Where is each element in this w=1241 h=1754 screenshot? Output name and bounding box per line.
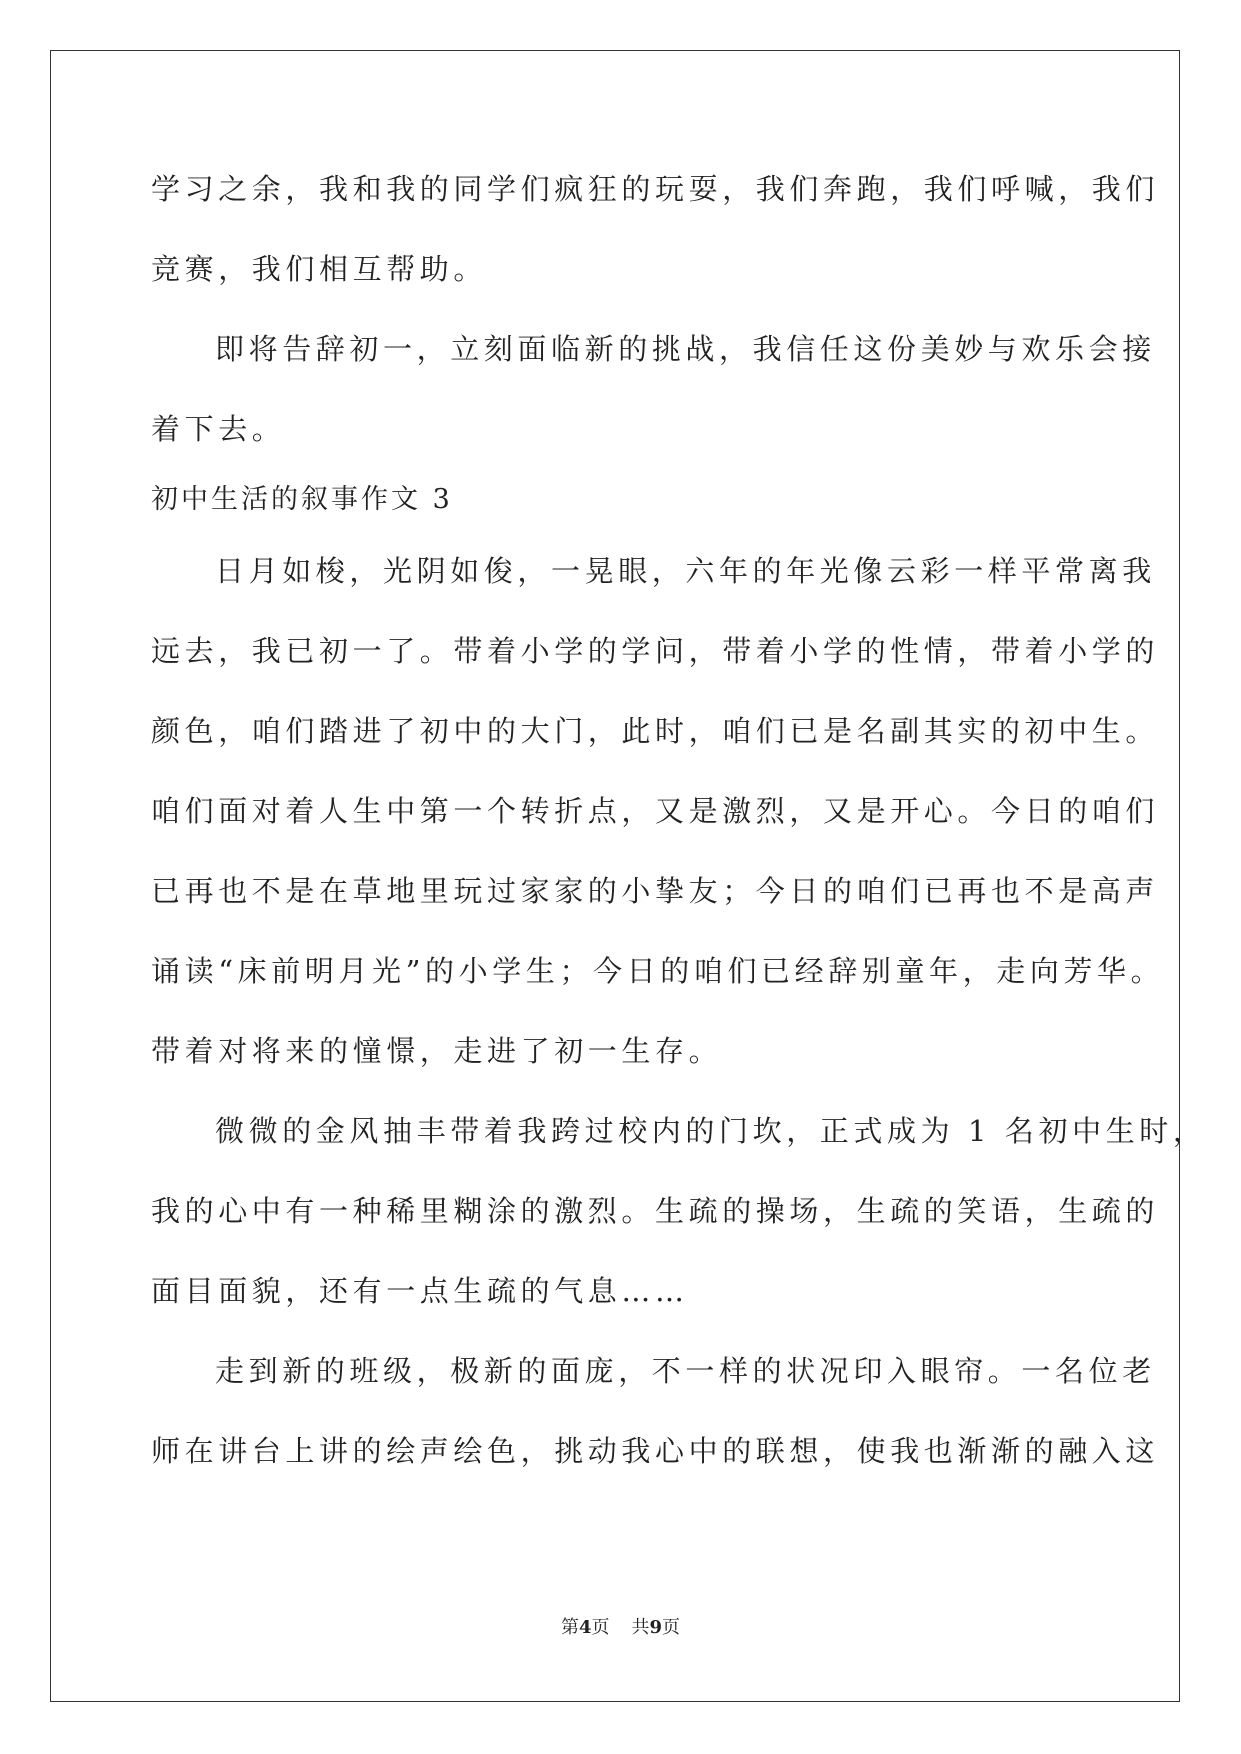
page-number: 4 [578, 1617, 592, 1638]
paragraph-line: 学习之余，我和我的同学们疯狂的玩耍，我们奔跑，我们呼喊，我们 [151, 172, 1160, 206]
paragraph-line: 微微的金风抽丰带着我跨过校内的门坎，正式成为 1 名初中生时， [215, 1114, 1207, 1148]
paragraph-line: 咱们面对着人生中第一个转折点，又是激烈，又是开心。今日的咱们 [151, 794, 1160, 828]
page-suffix: 页 [591, 1617, 610, 1638]
document-body [151, 160, 1207, 1502]
paragraph-line: 面目面貌，还有一点生疏的气息…… [151, 1274, 689, 1308]
paragraph-line: 带着对将来的憧憬，走进了初一生存。 [151, 1034, 723, 1068]
total-suffix: 页 [662, 1617, 681, 1638]
section-heading: 初中生活的叙事作文 3 [151, 484, 453, 515]
paragraph-line: 竞赛，我们相互帮助。 [151, 252, 488, 286]
total-pages: 9 [649, 1617, 663, 1638]
page-footer [0, 1613, 1241, 1639]
paragraph-line: 日月如梭，光阴如俊，一晃眼，六年的年光像云彩一样平常离我 [215, 554, 1156, 588]
paragraph-line: 诵读“床前明月光”的小学生；今日的咱们已经辞别童年，走向芳华。 [151, 954, 1165, 988]
paragraph-line: 走到新的班级，极新的面庞，不一样的状况印入眼帘。一名位老 [215, 1354, 1156, 1388]
paragraph-line: 师在讲台上讲的绘声绘色，挑动我心中的联想，使我也渐渐的融入这 [151, 1434, 1160, 1468]
paragraph-line: 已再也不是在草地里玩过家家的小挚友；今日的咱们已再也不是高声 [151, 874, 1160, 908]
paragraph-line: 颜色，咱们踏进了初中的大门，此时，咱们已是名副其实的初中生。 [151, 714, 1160, 748]
paragraph-line: 即将告辞初一，立刻面临新的挑战，我信任这份美妙与欢乐会接 [215, 332, 1156, 366]
paragraph-line: 远去，我已初一了。带着小学的学问，带着小学的性情，带着小学的 [151, 634, 1160, 668]
paragraph-line: 我的心中有一种稀里糊涂的激烈。生疏的操场，生疏的笑语，生疏的 [151, 1194, 1160, 1228]
paragraph-line: 着下去。 [151, 412, 286, 446]
total-prefix: 共 [631, 1617, 650, 1638]
page-prefix: 第 [560, 1617, 579, 1638]
